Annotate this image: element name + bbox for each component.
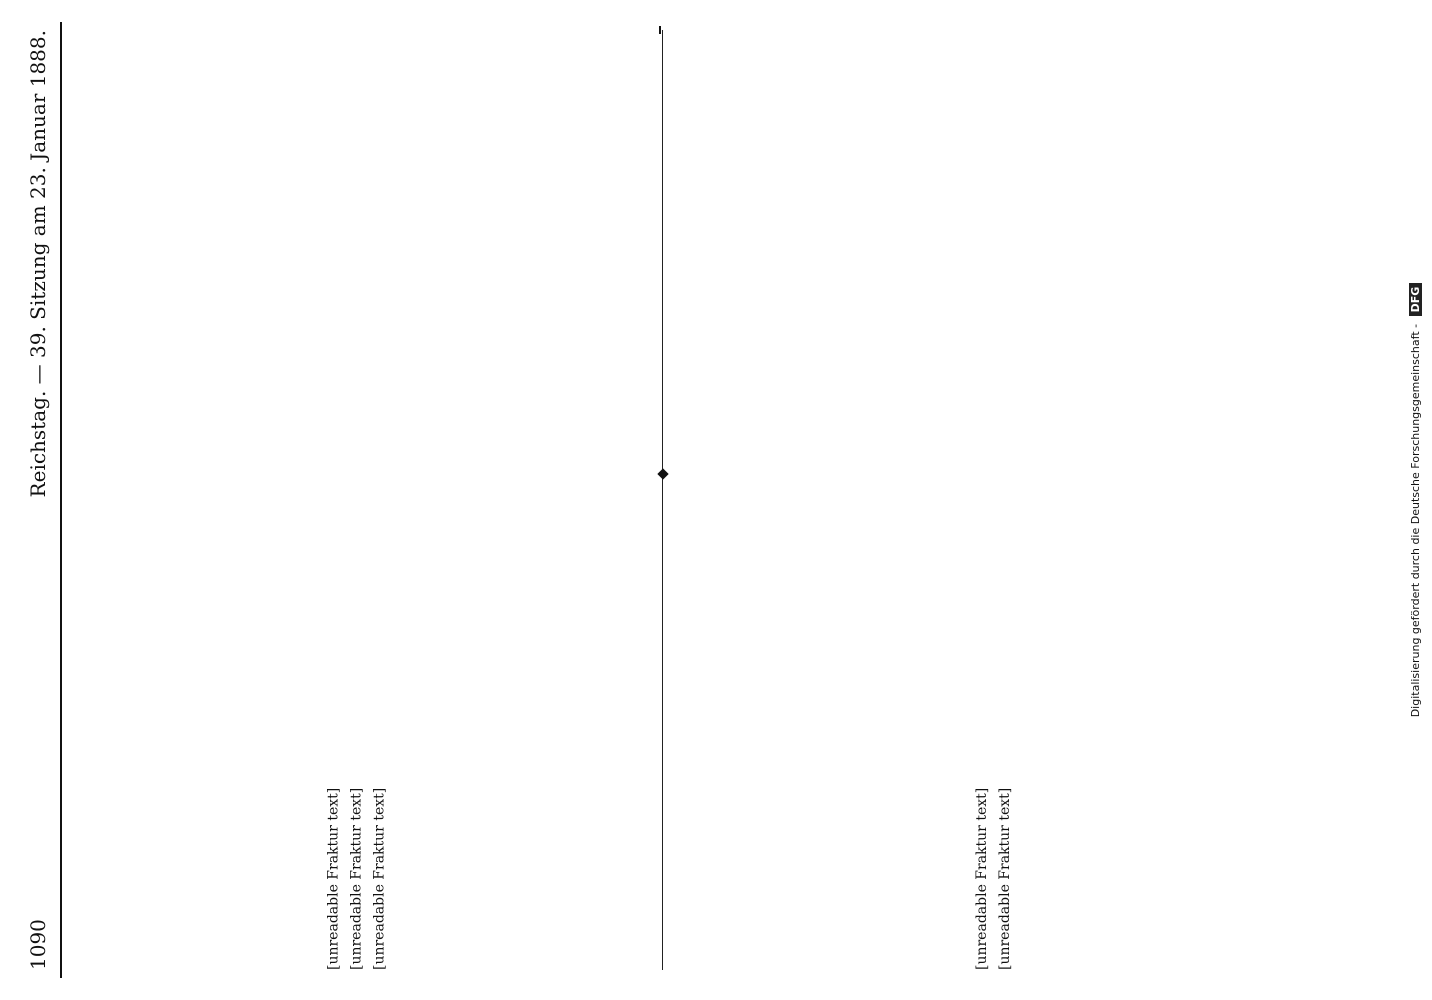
column-divider xyxy=(662,30,663,970)
paragraph: [unreadable Fraktur text] xyxy=(348,787,364,970)
dfg-caption: Digitalisierung gefördert durch die Deutsche Forschungsgemeinschaft - xyxy=(1409,323,1422,718)
page-header xyxy=(18,0,58,1000)
paragraph: [unreadable Fraktur text] xyxy=(974,787,990,970)
text-column-1 xyxy=(62,30,657,970)
paragraph: [unreadable Fraktur text] xyxy=(325,787,341,970)
paragraph: [unreadable Fraktur text] xyxy=(371,787,387,970)
column-mark xyxy=(659,26,661,34)
column-2-text xyxy=(974,30,1020,970)
page-title: Reichstag. — 39. Sitzung am 23. Januar 1888. xyxy=(26,30,50,498)
text-column-2 xyxy=(667,30,1327,970)
page-number: 1090 xyxy=(26,919,50,970)
dfg-logo: DFG xyxy=(1409,283,1422,317)
dfg-side-tag xyxy=(1406,0,1432,1000)
column-1-text xyxy=(325,30,394,970)
paragraph: [unreadable Fraktur text] xyxy=(997,787,1013,970)
